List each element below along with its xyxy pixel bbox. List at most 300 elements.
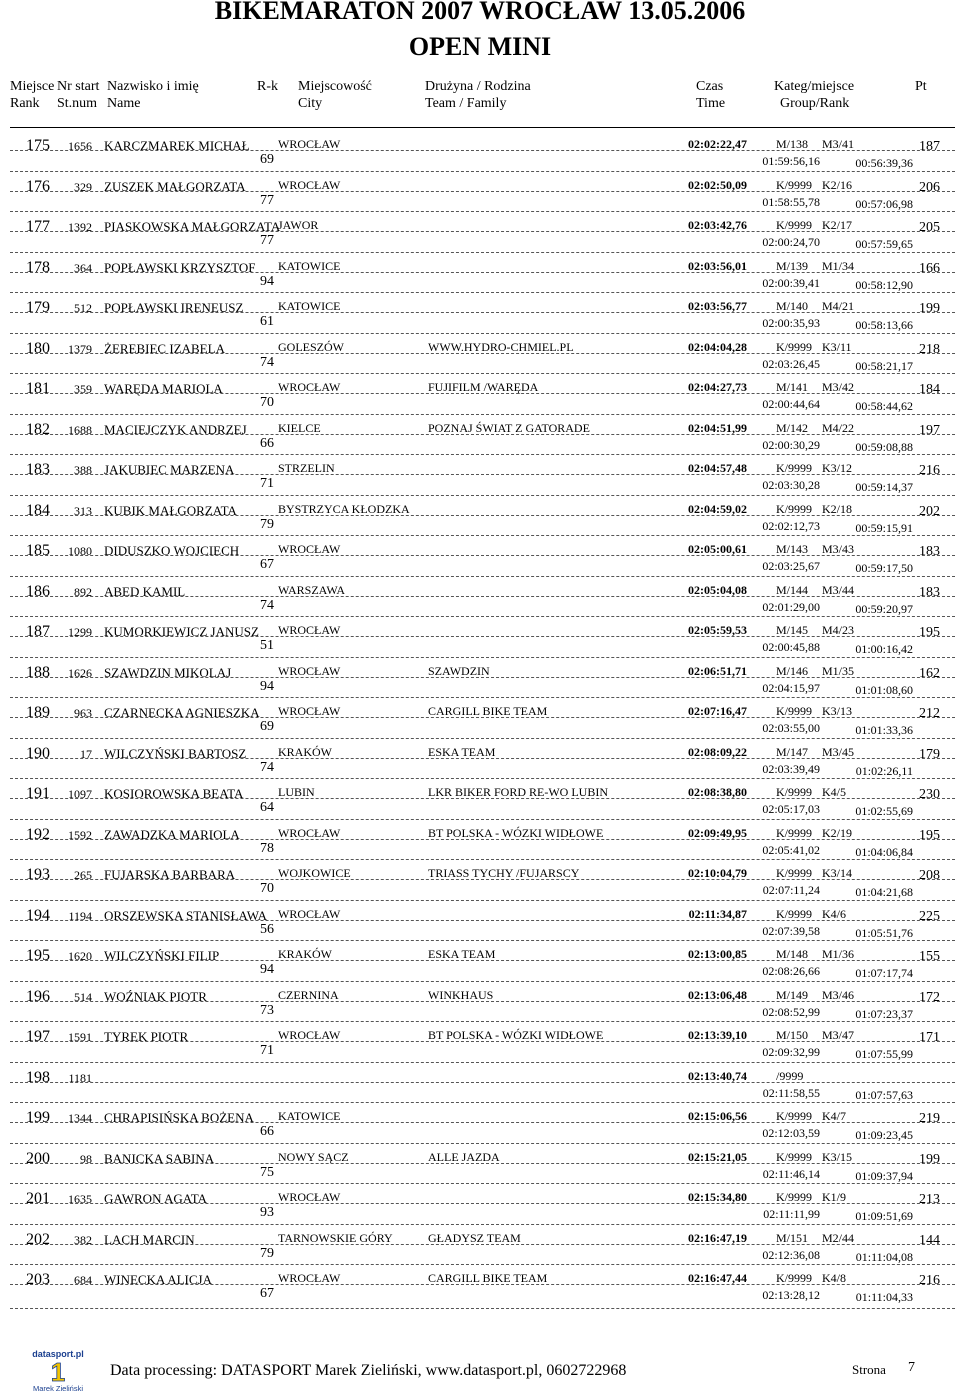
time-diff-cell: 00:56:39,36 xyxy=(855,156,913,170)
time-diff-cell: 00:58:13,66 xyxy=(855,318,913,332)
lap-time-cell: 02:05:41,02 xyxy=(762,842,820,857)
header-team xyxy=(425,78,531,114)
header-name xyxy=(107,78,199,114)
row-divider xyxy=(10,758,955,759)
header-name-en: Name xyxy=(107,96,141,111)
time-diff-cell: 01:02:55,69 xyxy=(855,804,913,818)
row-divider xyxy=(10,1102,955,1103)
row-divider xyxy=(10,839,955,840)
name-cell: ABED KAMIL xyxy=(104,583,186,599)
rank-cell: 175 xyxy=(26,137,50,154)
time-diff-cell: 00:59:08,88 xyxy=(855,439,913,454)
bib-cell: 382 xyxy=(74,1232,92,1247)
header-rank-pl: Miejsce xyxy=(10,79,55,94)
city-cell: GOLESZÓW xyxy=(278,339,344,354)
name-cell: KARCZMAREK MICHAŁ xyxy=(104,138,250,153)
header-city-pl: Miejscowość xyxy=(298,79,372,94)
row-divider xyxy=(10,474,955,475)
row-divider xyxy=(10,191,955,192)
footer-divider xyxy=(10,1308,955,1309)
points-cell: 225 xyxy=(919,908,940,924)
header-bib-en: St.num xyxy=(57,96,98,111)
name-cell: CZARNECKA AGNIESZKA xyxy=(104,705,260,720)
table-row xyxy=(0,1062,960,1103)
lap-time-cell: 02:08:52,99 xyxy=(762,1004,820,1019)
lap-time-cell: 02:03:25,67 xyxy=(762,559,820,573)
bib-cell: 1379 xyxy=(68,341,92,356)
header-rank-en: Rank xyxy=(10,96,40,111)
bib-cell: 1344 xyxy=(68,1111,92,1125)
city-cell: KIELCE xyxy=(278,420,321,435)
category-cell: K/9999 xyxy=(776,461,812,475)
rank-cell: 179 xyxy=(26,299,50,316)
time-cell: 02:15:21,05 xyxy=(688,1149,747,1164)
rank-cell: 199 xyxy=(26,1109,50,1126)
table-row xyxy=(0,1224,960,1265)
category-rank-cell: M3/47 xyxy=(822,1028,855,1042)
category-cell: K/9999 xyxy=(776,501,812,516)
category-cell: K/9999 xyxy=(776,1149,812,1164)
header-time-en: Time xyxy=(696,96,726,111)
row-divider xyxy=(10,231,955,232)
name-cell: LACH MARCIN xyxy=(104,1231,195,1247)
rank-cell: 184 xyxy=(26,501,50,519)
lap-time-cell: 02:00:39,41 xyxy=(762,275,820,290)
age-cell: 69 xyxy=(260,152,274,167)
time-cell: 02:16:47,44 xyxy=(688,1271,747,1285)
city-cell: KATOWICE xyxy=(278,1109,341,1123)
age-cell: 51 xyxy=(260,638,274,653)
age-cell: 69 xyxy=(260,719,274,734)
name-cell: KUBIK MAŁGORZATA xyxy=(104,502,237,518)
bib-cell: 359 xyxy=(74,382,92,396)
row-divider xyxy=(10,697,955,698)
category-rank-cell: K4/5 xyxy=(822,785,846,799)
rank-cell: 203 xyxy=(26,1271,50,1288)
row-divider xyxy=(10,657,955,658)
category-cell: K/9999 xyxy=(776,1109,812,1123)
rank-cell: 188 xyxy=(26,663,50,681)
row-divider xyxy=(10,616,955,617)
time-cell: 02:15:06,56 xyxy=(688,1109,747,1123)
header-bib xyxy=(57,78,99,114)
category-cell: M/144 xyxy=(776,582,809,597)
points-cell: 202 xyxy=(919,503,940,519)
row-divider xyxy=(10,312,955,313)
bib-cell: 892 xyxy=(74,584,92,599)
age-cell: 75 xyxy=(260,1164,274,1180)
rank-cell: 183 xyxy=(26,461,50,478)
city-cell: WROCŁAW xyxy=(278,137,341,151)
time-diff-cell: 01:11:04,33 xyxy=(855,1290,913,1304)
team-cell: TRIASS TYCHY /FUJARSCY xyxy=(428,866,580,880)
lap-time-cell: 02:04:15,97 xyxy=(762,680,820,695)
table-row xyxy=(0,333,960,374)
age-cell: 70 xyxy=(260,395,274,410)
row-divider xyxy=(10,819,955,820)
row-divider xyxy=(10,1062,955,1063)
rank-cell: 187 xyxy=(26,623,50,640)
points-cell: 166 xyxy=(919,260,940,276)
name-cell: WILCZYŃSKI FILIP xyxy=(104,948,220,963)
category-rank-cell: K4/8 xyxy=(822,1271,846,1285)
lap-time-cell: 02:05:17,03 xyxy=(762,802,820,816)
time-cell: 02:08:38,80 xyxy=(688,785,747,799)
table-row xyxy=(0,535,960,576)
points-cell: 208 xyxy=(919,868,940,883)
rank-cell: 186 xyxy=(26,582,50,600)
time-cell: 02:03:56,01 xyxy=(688,258,747,273)
row-divider xyxy=(10,900,955,901)
category-cell: K/9999 xyxy=(776,906,812,921)
category-cell: M/140 xyxy=(776,299,809,313)
bib-cell: 514 xyxy=(74,989,92,1004)
time-diff-cell: 01:01:33,36 xyxy=(855,723,913,737)
time-cell: 02:05:04,08 xyxy=(688,582,747,597)
name-cell: SZAWDZIN MIKOLAJ xyxy=(104,664,232,680)
time-diff-cell: 01:04:06,84 xyxy=(855,844,913,859)
age-cell: 61 xyxy=(260,314,274,329)
name-cell: TYREK PIOTR xyxy=(104,1029,189,1044)
rank-cell: 189 xyxy=(26,704,50,721)
time-cell: 02:05:59,53 xyxy=(688,623,747,637)
table-row xyxy=(0,1102,960,1143)
row-divider xyxy=(10,1122,955,1123)
category-rank-cell: M3/46 xyxy=(822,987,855,1002)
rank-cell: 195 xyxy=(26,947,50,964)
lap-time-cell: 02:00:24,70 xyxy=(762,235,820,249)
rank-cell: 201 xyxy=(26,1190,50,1207)
category-cell: K/9999 xyxy=(776,1271,812,1285)
name-cell: JAKUBIEC MARZENA xyxy=(104,462,235,477)
rank-cell: 181 xyxy=(26,380,50,397)
points-cell: 179 xyxy=(919,746,940,762)
table-row xyxy=(0,454,960,495)
lap-time-cell: 02:00:45,88 xyxy=(762,640,820,654)
name-cell: KOSIOROWSKA BEATA xyxy=(104,786,244,801)
bib-cell: 1080 xyxy=(68,544,92,558)
name-cell: KUMORKIEWICZ JANUSZ xyxy=(104,624,259,639)
time-diff-cell: 01:07:55,99 xyxy=(855,1047,913,1061)
header-rank xyxy=(10,78,54,114)
name-cell: POPŁAWSKI KRZYSZTOF xyxy=(104,259,256,275)
row-divider xyxy=(10,940,955,941)
rank-cell: 194 xyxy=(26,906,50,924)
rank-cell: 200 xyxy=(26,1149,50,1167)
city-cell: LUBIN xyxy=(278,785,315,799)
lap-time-cell: 02:03:39,49 xyxy=(762,761,820,776)
age-cell: 66 xyxy=(260,1124,274,1139)
age-cell: 74 xyxy=(260,597,274,613)
points-cell: 213 xyxy=(919,1192,940,1207)
table-row xyxy=(0,1143,960,1184)
table-row xyxy=(0,616,960,657)
page-label: Strona xyxy=(852,1362,886,1377)
table-row xyxy=(0,495,960,536)
time-cell: 02:13:39,10 xyxy=(688,1028,747,1042)
category-rank-cell: K1/9 xyxy=(822,1190,846,1204)
table-row xyxy=(0,900,960,941)
logo-number: 1 xyxy=(50,1357,66,1387)
category-cell: M/148 xyxy=(776,947,809,961)
bib-cell: 963 xyxy=(74,706,92,720)
category-cell: M/149 xyxy=(776,987,809,1002)
row-divider xyxy=(10,636,955,637)
bib-cell: 1592 xyxy=(68,827,92,842)
row-divider xyxy=(10,555,955,556)
category-rank-cell: M1/35 xyxy=(822,663,855,678)
table-row xyxy=(0,778,960,819)
row-divider xyxy=(10,879,955,880)
header-age-pl: R-k xyxy=(257,79,278,94)
points-cell: 205 xyxy=(919,220,940,235)
row-divider xyxy=(10,211,955,212)
name-cell: DIDUSZKO WOJCIECH xyxy=(104,543,240,558)
bib-cell: 1626 xyxy=(68,665,92,680)
city-cell: WROCŁAW xyxy=(278,542,341,556)
time-diff-cell: 01:05:51,76 xyxy=(855,925,913,940)
team-cell: POZNAJ ŚWIAT Z GATORADE xyxy=(428,420,590,435)
time-cell: 02:07:16,47 xyxy=(688,704,747,718)
category-rank-cell: K2/16 xyxy=(822,177,852,192)
points-cell: 195 xyxy=(919,827,940,843)
table-row xyxy=(0,211,960,252)
category-cell: K/9999 xyxy=(776,177,812,192)
rank-cell: 198 xyxy=(26,1068,50,1086)
time-diff-cell: 00:58:44,62 xyxy=(855,399,913,413)
rank-cell: 197 xyxy=(26,1028,50,1045)
header-name-pl: Nazwisko i imię xyxy=(107,79,199,94)
row-divider xyxy=(10,1021,955,1022)
header-team-pl: Drużyna / Rodzina xyxy=(425,79,531,94)
points-cell: 183 xyxy=(919,584,940,600)
lap-time-cell: 02:11:58,55 xyxy=(762,1085,820,1100)
lap-time-cell: 02:02:12,73 xyxy=(762,518,820,533)
age-cell: 93 xyxy=(260,1205,274,1220)
row-divider xyxy=(10,960,955,961)
rank-cell: 190 xyxy=(26,744,50,762)
age-cell: 64 xyxy=(260,800,274,815)
name-cell: CHRAPISIŃSKA BOŻENA xyxy=(104,1110,254,1125)
age-cell: 56 xyxy=(260,921,274,937)
name-cell: WOŹNIAK PIOTR xyxy=(104,988,207,1004)
city-cell: WROCŁAW xyxy=(278,906,341,921)
row-divider xyxy=(10,1203,955,1204)
city-cell: CZERNINA xyxy=(278,987,339,1002)
city-cell: NOWY SĄCZ xyxy=(278,1149,349,1164)
table-row xyxy=(0,697,960,738)
age-cell: 77 xyxy=(260,192,274,208)
bib-cell: 512 xyxy=(74,301,92,315)
name-cell: WILCZYŃSKI BARTOSZ xyxy=(104,745,247,761)
category-cell: K/9999 xyxy=(776,1190,812,1204)
datasport-logo xyxy=(22,1348,94,1392)
category-cell: K/9999 xyxy=(776,704,812,718)
row-divider xyxy=(10,596,955,597)
row-divider xyxy=(10,717,955,718)
footer-credits: Data processing: DATASPORT Marek Zieliński, www.datasport.pl, 0602722968 xyxy=(110,1362,627,1379)
lap-time-cell: 02:07:11,24 xyxy=(762,883,820,897)
lap-time-cell: 02:03:30,28 xyxy=(762,478,820,492)
name-cell: ORSZEWSKA STANISŁAWA xyxy=(104,907,267,923)
time-diff-cell: 01:09:51,69 xyxy=(855,1209,913,1223)
category-cell: M/139 xyxy=(776,258,809,273)
bib-cell: 1688 xyxy=(68,422,92,437)
category-cell: M/146 xyxy=(776,663,809,678)
name-cell: GAWRON AGATA xyxy=(104,1191,207,1206)
time-cell: 02:10:04,79 xyxy=(688,866,747,880)
time-diff-cell: 01:04:21,68 xyxy=(855,885,913,899)
time-cell: 02:02:50,09 xyxy=(688,177,747,192)
table-row xyxy=(0,819,960,860)
row-divider xyxy=(10,414,955,415)
bib-cell: 98 xyxy=(80,1151,92,1166)
time-cell: 02:04:27,73 xyxy=(688,380,747,394)
category-rank-cell: M3/45 xyxy=(822,744,855,759)
time-cell: 02:02:22,47 xyxy=(688,137,747,151)
category-cell: K/9999 xyxy=(776,785,812,799)
category-cell: M/147 xyxy=(776,744,809,759)
lap-time-cell: 02:00:30,29 xyxy=(762,437,820,452)
row-divider xyxy=(10,373,955,374)
row-divider xyxy=(10,576,955,577)
time-diff-cell: 01:09:23,45 xyxy=(855,1128,913,1142)
header-category xyxy=(772,78,854,114)
team-cell: WINKHAUS xyxy=(428,987,494,1002)
age-cell: 70 xyxy=(260,881,274,896)
category-rank-cell: M4/21 xyxy=(822,299,855,313)
points-cell: 199 xyxy=(919,301,940,316)
table-row xyxy=(0,657,960,698)
category-title: OPEN MINI xyxy=(408,32,552,61)
logo-site-text: datasport.pl xyxy=(32,1349,84,1359)
category-rank-cell: K2/18 xyxy=(822,501,852,516)
name-cell: MACIEJCZYK ANDRZEJ xyxy=(104,421,247,437)
row-divider xyxy=(10,353,955,354)
time-cell: 02:03:56,77 xyxy=(688,299,747,313)
city-cell: WROCŁAW xyxy=(278,825,341,840)
table-row xyxy=(0,252,960,293)
category-rank-cell: K2/19 xyxy=(822,825,852,840)
row-divider xyxy=(10,171,955,172)
time-diff-cell: 01:07:17,74 xyxy=(855,966,913,980)
header-points xyxy=(915,78,927,114)
time-cell: 02:16:47,19 xyxy=(688,1230,747,1245)
city-cell: WROCŁAW xyxy=(278,1028,341,1042)
header-bib-pl: Nr start xyxy=(57,79,100,94)
category-cell: M/143 xyxy=(776,542,809,556)
time-cell: 02:04:04,28 xyxy=(688,339,747,354)
time-cell: 02:04:51,99 xyxy=(688,420,747,435)
category-cell: M/150 xyxy=(776,1028,809,1042)
table-row xyxy=(0,576,960,617)
category-rank-cell: K3/13 xyxy=(822,704,852,718)
table-row xyxy=(0,738,960,779)
team-cell: CARGILL BIKE TEAM xyxy=(428,704,548,718)
time-diff-cell: 00:59:17,50 xyxy=(855,561,913,575)
age-cell: 71 xyxy=(260,1043,274,1058)
category-rank-cell: K3/14 xyxy=(822,866,852,880)
row-divider xyxy=(10,798,955,799)
bib-cell: 1194 xyxy=(68,908,92,923)
row-divider xyxy=(10,434,955,435)
table-row xyxy=(0,859,960,900)
category-rank-cell: M1/36 xyxy=(822,947,855,961)
bib-cell: 1181 xyxy=(68,1070,92,1085)
age-cell: 79 xyxy=(260,1245,274,1261)
name-cell: WINECKA ALICJA xyxy=(104,1272,212,1287)
row-divider xyxy=(10,272,955,273)
rank-cell: 202 xyxy=(26,1230,50,1248)
page-number: 7 xyxy=(908,1360,915,1375)
category-rank-cell: K3/12 xyxy=(822,461,852,475)
points-cell: 195 xyxy=(919,625,940,640)
category-rank-cell: K4/6 xyxy=(822,906,846,921)
row-divider xyxy=(10,1264,955,1265)
time-cell: 02:13:40,74 xyxy=(688,1068,747,1083)
header-team-en: Team / Family xyxy=(425,96,507,111)
lap-time-cell: 01:58:55,78 xyxy=(762,194,820,209)
category-rank-cell: M3/41 xyxy=(822,137,855,151)
bib-cell: 17 xyxy=(80,746,92,761)
row-divider xyxy=(10,292,955,293)
row-divider xyxy=(10,1001,955,1002)
time-diff-cell: 01:11:04,08 xyxy=(855,1249,913,1264)
row-divider xyxy=(10,1041,955,1042)
points-cell: 144 xyxy=(919,1232,940,1248)
lap-time-cell: 02:03:26,45 xyxy=(762,356,820,371)
category-rank-cell: K4/7 xyxy=(822,1109,846,1123)
time-cell: 02:13:06,48 xyxy=(688,987,747,1002)
points-cell: 184 xyxy=(919,382,940,397)
points-cell: 187 xyxy=(919,139,940,154)
name-cell: ŻEREBIEC IZABELA xyxy=(104,340,225,356)
row-divider xyxy=(10,859,955,860)
bib-cell: 364 xyxy=(74,260,92,275)
table-row xyxy=(0,171,960,212)
table-row xyxy=(0,1264,960,1305)
age-cell: 79 xyxy=(260,516,274,532)
header-age xyxy=(257,78,278,114)
age-cell: 94 xyxy=(260,273,274,289)
team-cell: ESKA TEAM xyxy=(428,947,496,961)
header-city xyxy=(298,78,372,114)
bib-cell: 313 xyxy=(74,503,92,518)
team-cell: LKR BIKER FORD RE-WO LUBIN xyxy=(428,785,608,799)
bib-cell: 1299 xyxy=(68,625,92,639)
points-cell: 218 xyxy=(919,341,940,357)
row-divider xyxy=(10,1183,955,1184)
time-cell: 02:13:00,85 xyxy=(688,947,747,961)
time-cell: 02:05:00,61 xyxy=(688,542,747,556)
time-cell: 02:09:49,95 xyxy=(688,825,747,840)
time-diff-cell: 01:09:37,94 xyxy=(855,1168,913,1183)
row-divider xyxy=(10,252,955,253)
rank-cell: 176 xyxy=(26,177,50,195)
bib-cell: 1392 xyxy=(68,220,92,234)
city-cell: TARNOWSKIE GÓRY xyxy=(278,1230,393,1245)
header-points-pl: Pt xyxy=(915,79,927,94)
time-diff-cell: 00:59:14,37 xyxy=(855,480,913,494)
points-cell: 206 xyxy=(919,179,940,195)
city-cell: WROCŁAW xyxy=(278,1271,341,1285)
time-diff-cell: 01:00:16,42 xyxy=(855,642,913,656)
header-time xyxy=(696,78,725,114)
age-cell: 77 xyxy=(260,233,274,248)
category-cell: M/141 xyxy=(776,380,809,394)
category-cell: M/142 xyxy=(776,420,809,435)
time-cell: 02:06:51,71 xyxy=(688,663,747,678)
